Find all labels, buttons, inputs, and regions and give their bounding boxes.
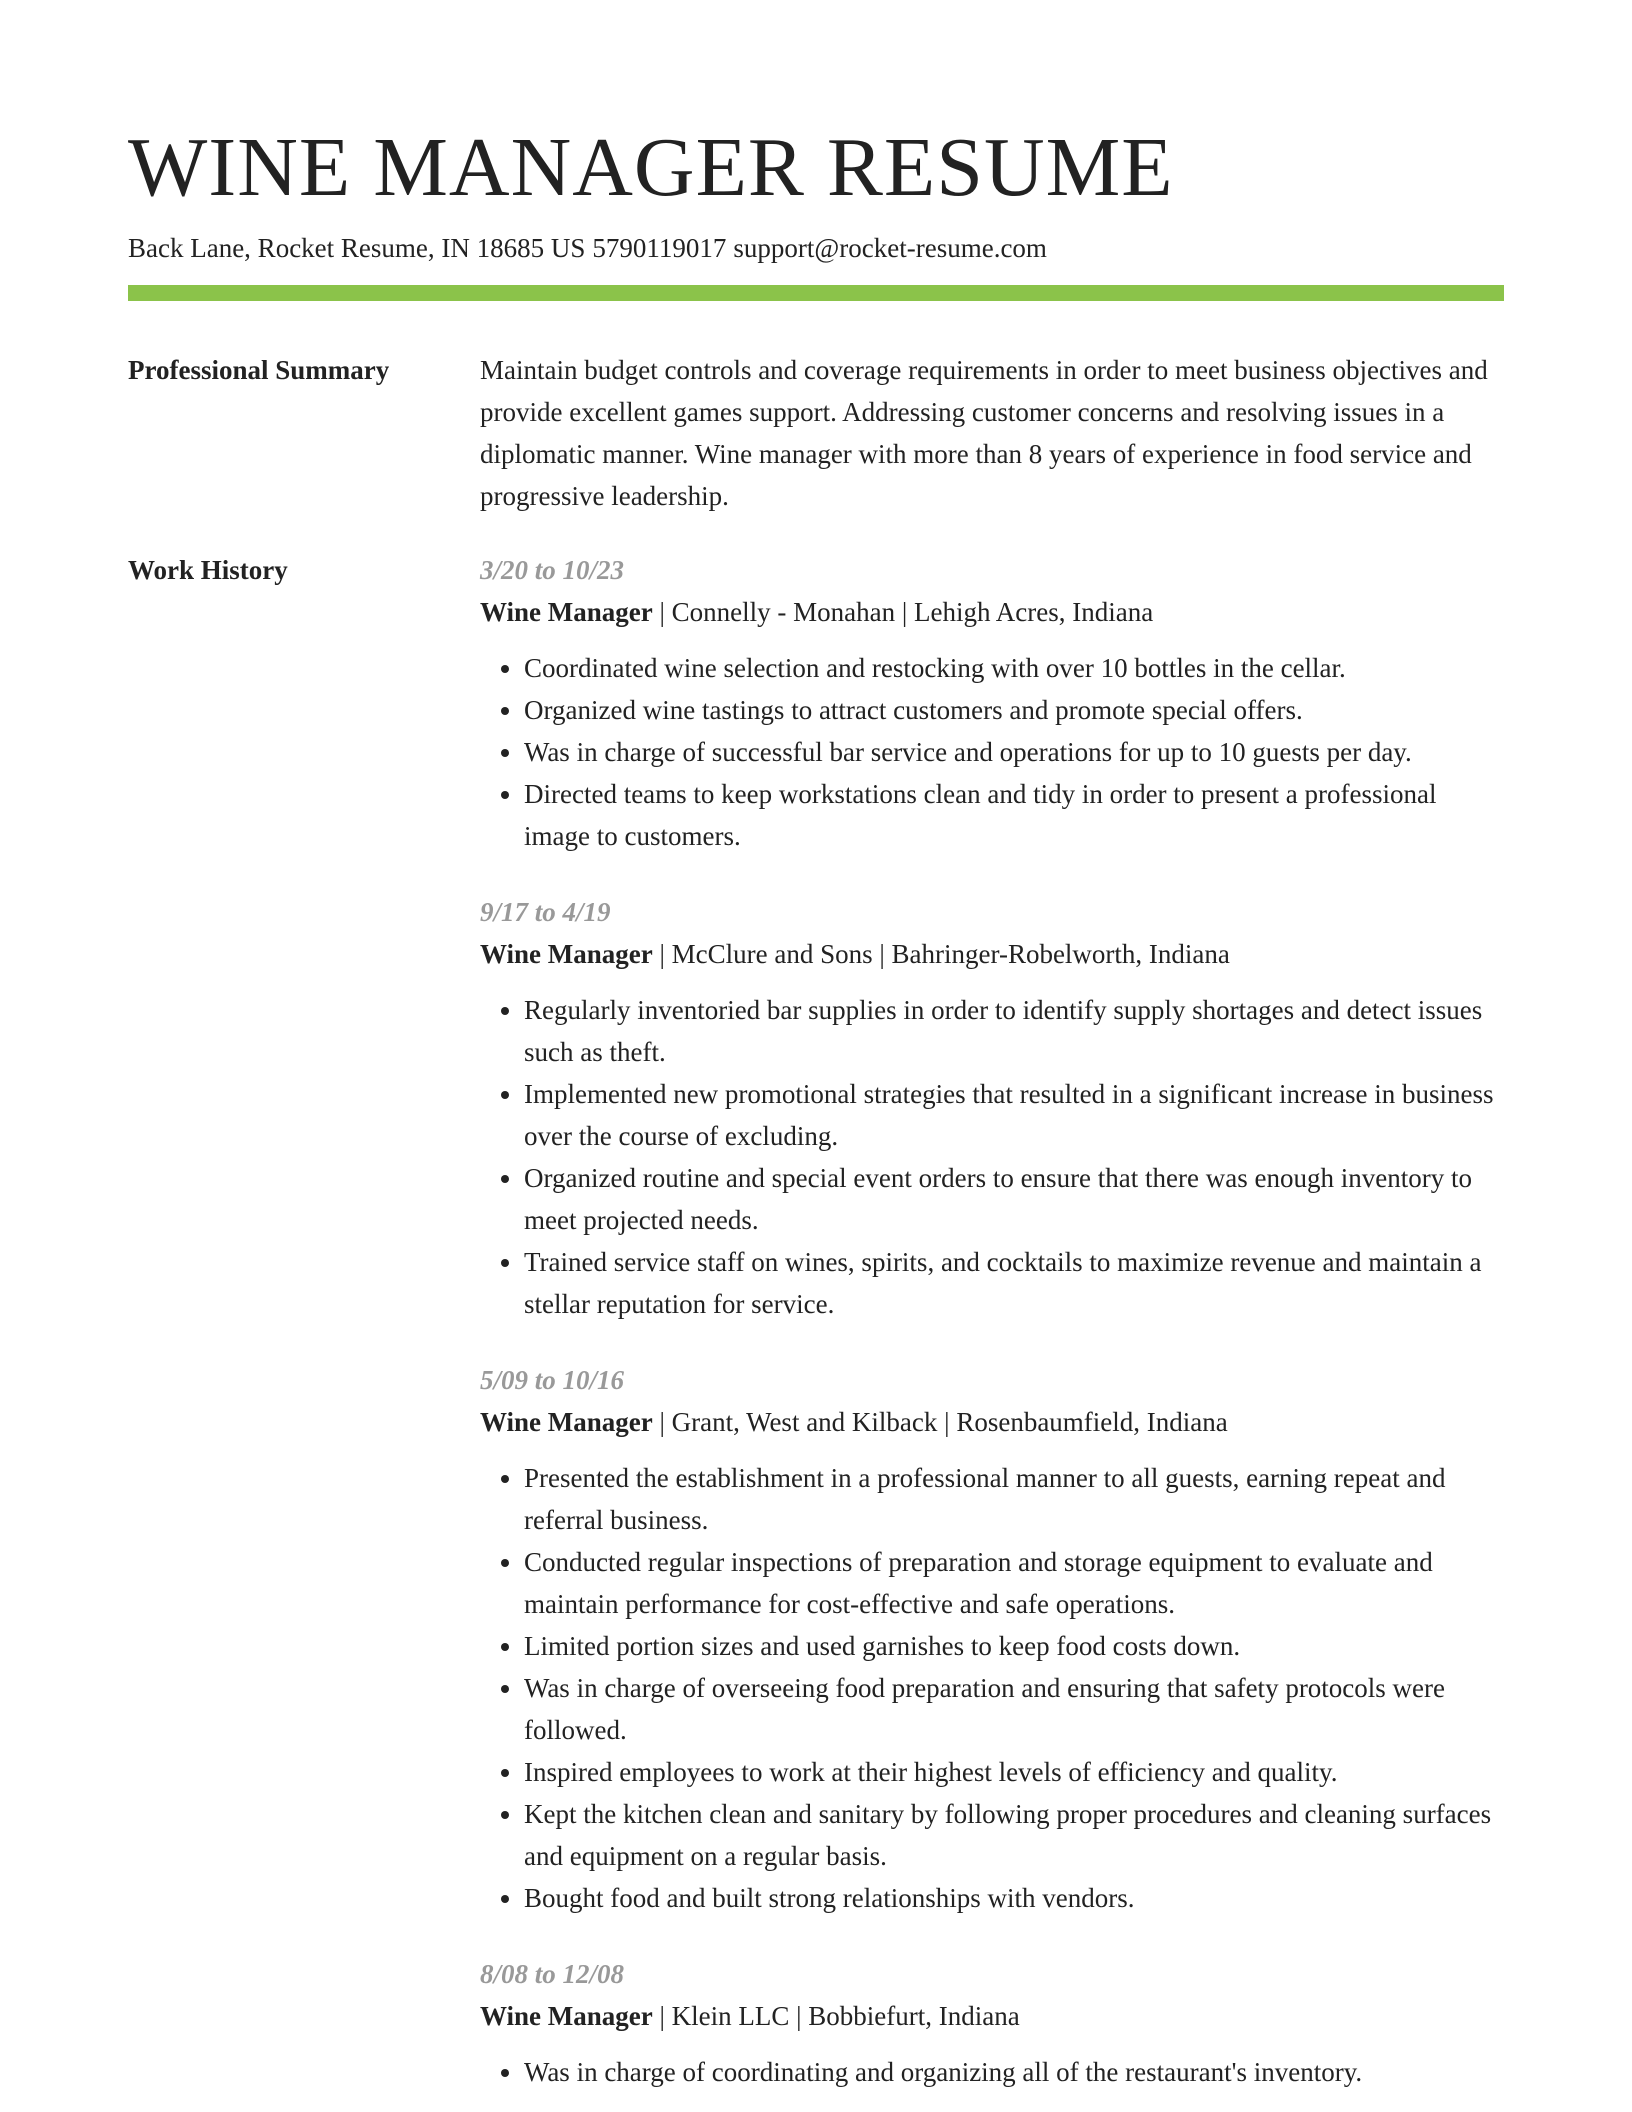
job-entry <box>480 1359 1504 1919</box>
job-title-line <box>480 933 1504 975</box>
resume-title: WINE MANAGER RESUME <box>128 121 1174 214</box>
job-dates: 8/08 to 12/08 <box>480 1959 625 1989</box>
job-title-line <box>480 1995 1504 2037</box>
resume-page <box>128 0 1504 2112</box>
contact-email: support@rocket-resume.com <box>733 233 1047 263</box>
job-entry <box>480 549 1504 857</box>
accent-divider <box>128 285 1504 301</box>
job-bullets <box>480 647 1504 857</box>
job-bullets <box>480 1457 1504 1919</box>
job-title-line <box>480 1401 1504 1443</box>
job-separator: | <box>652 939 672 969</box>
contact-address: Back Lane, Rocket Resume, IN 18685 US <box>128 233 586 263</box>
job-bullet: • Trained service staff on wines, spirits, and cocktails to maximize revenue and maintain a stellar reputation for service. <box>524 1241 1504 1325</box>
job-bullet: • Presented the establishment in a professional manner to all guests, earning repeat and referral business. <box>524 1457 1504 1541</box>
job-bullet: • Conducted regular inspections of preparation and storage equipment to evaluate and maintain performance for cost-effective and safe operations. <box>524 1541 1504 1625</box>
job-company: McClure and Sons <box>671 939 873 969</box>
job-bullet: • Bought food and built strong relationships with vendors. <box>524 1877 1504 1919</box>
job-separator: | <box>652 2001 672 2031</box>
job-separator: | <box>872 939 892 969</box>
job-location: Bobbiefurt, Indiana <box>808 2001 1020 2031</box>
job-bullets <box>480 2051 1504 2093</box>
job-bullet: • Regularly inventoried bar supplies in order to identify supply shortages and detect issues such as theft. <box>524 989 1504 1073</box>
summary-body <box>480 349 1504 517</box>
job-separator: | <box>895 597 915 627</box>
job-separator: | <box>937 1407 957 1437</box>
job-bullets <box>480 989 1504 1325</box>
summary-text: Maintain budget controls and coverage requirements in order to meet business objectives and provide excellent games support. Addressing customer concerns and resolving issues in a diplomatic manner. Wine manager with more than 8 years of experience in food service and progressive leadership. <box>480 355 1488 511</box>
job-bullet: • Was in charge of coordinating and organizing all of the restaurant's inventory. <box>524 2051 1504 2093</box>
job-dates: 3/20 to 10/23 <box>480 555 625 585</box>
job-bullet: • Inspired employees to work at their highest levels of efficiency and quality. <box>524 1751 1504 1793</box>
job-bullet: • Organized routine and special event orders to ensure that there was enough inventory to meet projected needs. <box>524 1157 1504 1241</box>
job-title: Wine Manager <box>480 1407 653 1437</box>
job-title: Wine Manager <box>480 2001 653 2031</box>
contact-phone: 5790119017 <box>592 233 727 263</box>
job-bullet: • Directed teams to keep workstations clean and tidy in order to present a professional image to customers. <box>524 773 1504 857</box>
job-dates: 5/09 to 10/16 <box>480 1365 625 1395</box>
job-separator: | <box>789 2001 809 2031</box>
job-company: Connelly - Monahan <box>671 597 896 627</box>
job-company: Klein LLC <box>671 2001 790 2031</box>
job-title: Wine Manager <box>480 597 653 627</box>
job-bullet: • Limited portion sizes and used garnishes to keep food costs down. <box>524 1625 1504 1667</box>
job-entry <box>480 891 1504 1325</box>
job-bullet: • Organized wine tastings to attract customers and promote special offers. <box>524 689 1504 731</box>
job-separator: | <box>652 597 672 627</box>
job-title-line <box>480 591 1504 633</box>
job-title: Wine Manager <box>480 939 653 969</box>
contact-line <box>128 230 1047 266</box>
job-location: Lehigh Acres, Indiana <box>914 597 1154 627</box>
job-bullet: • Was in charge of successful bar service and operations for up to 10 guests per day. <box>524 731 1504 773</box>
job-bullet: • Kept the kitchen clean and sanitary by following proper procedures and cleaning surfaces and equipment on a regular basis. <box>524 1793 1504 1877</box>
job-bullet: • Coordinated wine selection and restocking with over 10 bottles in the cellar. <box>524 647 1504 689</box>
job-bullet: • Implemented new promotional strategies that resulted in a significant increase in business over the course of excluding. <box>524 1073 1504 1157</box>
job-location: Rosenbaumfield, Indiana <box>956 1407 1228 1437</box>
job-entry <box>480 1953 1504 2093</box>
job-list <box>480 549 1504 2112</box>
job-separator: | <box>652 1407 672 1437</box>
job-bullet: • Was in charge of overseeing food preparation and ensuring that safety protocols were followed. <box>524 1667 1504 1751</box>
job-location: Bahringer-Robelworth, Indiana <box>891 939 1230 969</box>
job-company: Grant, West and Kilback <box>671 1407 938 1437</box>
work-history-heading: Work History <box>128 555 288 585</box>
summary-heading: Professional Summary <box>128 355 390 385</box>
job-dates: 9/17 to 4/19 <box>480 897 611 927</box>
